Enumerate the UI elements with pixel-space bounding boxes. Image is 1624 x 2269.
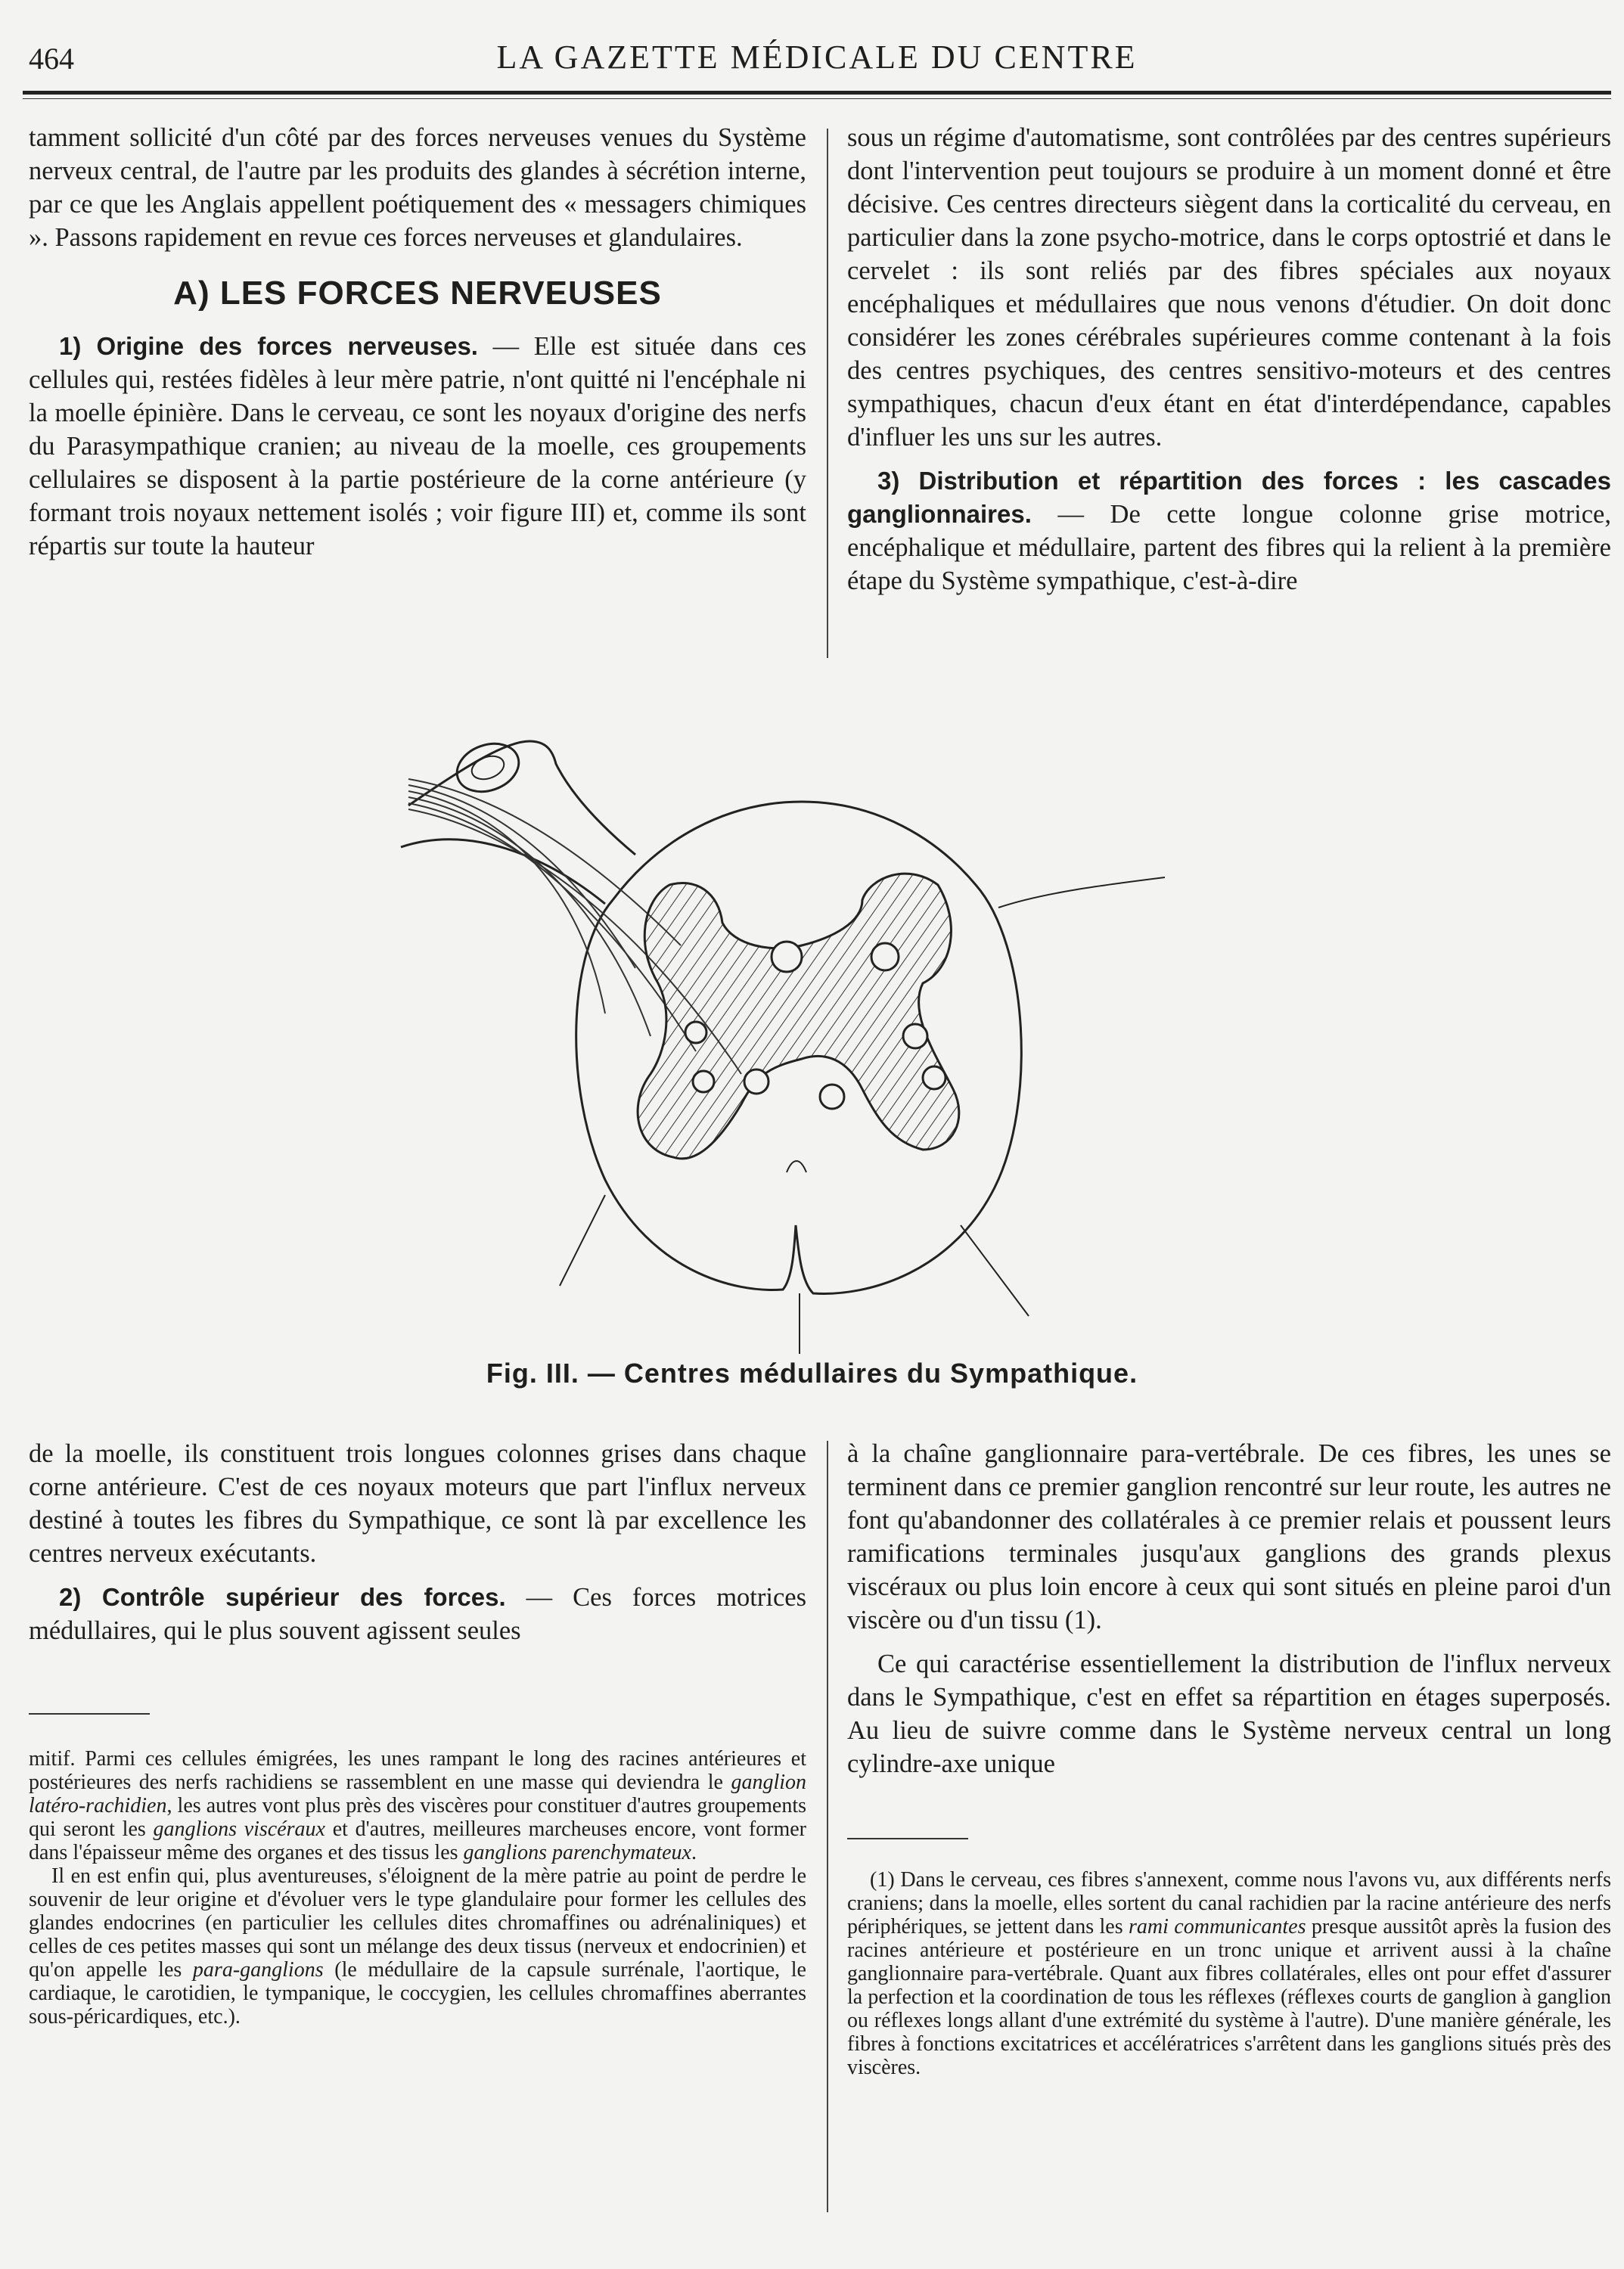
characteristic-paragraph: Ce qui caractérise essentiellement la distribution de l'influx nerveux dans le Sympathique, c'est en effet sa répartition en étages superposés. Au lieu de suivre comme dans le Système nerveux central un long cylindre-axe unique bbox=[847, 1650, 1611, 1778]
footnote-right bbox=[847, 1868, 1611, 2079]
origin-subtitle: 1) Origine des forces nerveuses. bbox=[59, 332, 478, 360]
figure-caption: Fig. III. — Centres médullaires du Sympathique. bbox=[486, 1358, 1138, 1389]
header-rule bbox=[23, 91, 1611, 95]
journal-title: LA GAZETTE MÉDICALE DU CENTRE bbox=[496, 39, 1138, 76]
control-subtitle: 2) Contrôle supérieur des forces. bbox=[59, 1583, 506, 1611]
column-separator-bottom bbox=[827, 1441, 828, 2212]
footnote-right-paragraph: (1) Dans le cerveau, ces fibres s'annexent, comme nous l'avons vu, aux différents nerfs craniens; dans la moelle, elles sortent du canal rachidien par la racine antérieure des nerfs périphériques, se jettent dans les rami communicantes presque aussitôt après la fusion des racines antérieure et postérieure en un tronc unique et arrivent aussi à la chaîne ganglionnaire para-vertébrale. Quant aux fibres collatérales, elles ont pour effet d'assurer la perfection et la coordination de tous les réflexes (réflexes courts de ganglion à ganglion ou réflexes longs allant d'une extrémité du système à l'autre). D'une manière générale, les fibres à fonctions excitatrices et accélératrices s'arrêtent dans les ganglions situés près des viscères. bbox=[847, 1868, 1611, 2079]
distribution-subtitle: 3) Distribution et répartition des forces : les cascades ganglionnaires. bbox=[847, 467, 1611, 528]
footnote-rule-right bbox=[847, 1838, 968, 1839]
header-rule-thin bbox=[23, 98, 1611, 99]
spinal-cord-figure bbox=[378, 696, 1210, 1361]
footnote-rule-left bbox=[29, 1713, 150, 1715]
page-header bbox=[23, 38, 1611, 83]
cord-columns-paragraph: de la moelle, ils constituent trois longues colonnes grises dans chaque corne antérieure. C'est de ces noyaux moteurs que part l'influx nerveux destiné à toutes les fibres du Sympathique, ce sont là par excellence les centres nerveux exécutants. bbox=[29, 1439, 806, 1568]
origin-paragraph bbox=[29, 330, 806, 563]
footnote-left-paragraph-1: mitif. Parmi ces cellules émigrées, les unes rampant le long des racines antérieures et postérieures des nerfs rachidiens se rassemblent en une masse qui deviendra le ganglion latéro-rachidien, les autres vont plus près des viscères pour constituer d'autres groupements qui seront les ganglions viscéraux et d'autres, meilleures marcheuses encore, vont former dans l'épaisseur même des organes et des tissus les ganglions parenchymateux. bbox=[29, 1747, 806, 1864]
footnote-left-paragraph-2: Il en est enfin qui, plus aventureuses, s'éloignent de la mère patrie au point de perdre le souvenir de leur origine et d'évoluer vers le type glandulaire pour former les cellules des glandes endocrines (en particulier les cellules dites chromaffines ou adrénaliniques) et celles de ces petites masses qui sont un mélange des deux tissus (nerveux et endocrinien) et qu'on appelle les para-ganglions (le médullaire de la capsule surrénale, l'aortique, le cardiaque, le carotidien, le tympanique, le coccygien, les cellules chromaffines aberrantes sous-péricardiques, etc.). bbox=[29, 1864, 806, 2028]
bottom-right-column bbox=[847, 1437, 1611, 1780]
origin-text: — Elle est située dans ces cellules qui, restées fidèles à leur mère patrie, n'ont quitté ni l'encéphale ni la moelle épinière. Dans le cerveau, ce sont les noyaux d'origine des nerfs du Parasympathique cranien; au niveau de la moelle, ces groupements cellulaires se disposent à la partie postérieure de la corne antérieure (y formant trois noyaux nettement isolés ; voir figure III) et, comme ils sont répartis sur toute la hauteur bbox=[29, 332, 806, 560]
top-right-column bbox=[847, 121, 1611, 598]
section-heading: A) LES FORCES NERVEUSES bbox=[173, 275, 662, 312]
bottom-left-column bbox=[29, 1437, 806, 1647]
control-text: — Ces forces motrices médullaires, qui le plus souvent agissent seules bbox=[29, 1583, 806, 1645]
distribution-text: — De cette longue colonne grise motrice, encéphalique et médullaire, partent des fibres qui la relient à la première étape du Système sympathique, c'est-à-dire bbox=[847, 500, 1611, 595]
distribution-paragraph bbox=[847, 464, 1611, 598]
control-continued-paragraph: sous un régime d'automatisme, sont contrôlées par des centres supérieurs dont l'intervention peut toujours se produire à un moment donné et être décisive. Ces centres directeurs siègent dans la corticalité du cerveau, en particulier dans la zone psycho-motrice, dans le corps optostrié et dans le cervelet : ils sont reliés par des fibres spéciales aux noyaux encéphaliques et médullaires que nous venons d'étudier. On doit donc considérer les zones cérébrales supérieures comme contenant à la fois des centres psychiques, des centres sensitivo-moteurs et des centres sympathiques, chacun d'eux étant en état d'interdépendance, capables d'influer les uns sur les autres. bbox=[847, 123, 1611, 452]
spinal-ganglion bbox=[450, 735, 525, 799]
top-left-column bbox=[29, 121, 806, 563]
column-separator-top bbox=[827, 129, 828, 658]
page-number: 464 bbox=[29, 42, 74, 76]
grey-matter bbox=[638, 874, 959, 1159]
control-paragraph bbox=[29, 1581, 806, 1647]
intro-paragraph: tamment sollicité d'un côté par des forces nerveuses venues du Système nerveux central, de l'autre par les produits des glandes à sécrétion interne, par ce que les Anglais appellent poétiquement des « messagers chimiques ». Passons rapidement en revue ces forces nerveuses et glandulaires. bbox=[29, 123, 806, 252]
footnote-left bbox=[29, 1747, 806, 2028]
fibers-paragraph: à la chaîne ganglionnaire para-vertébrale. De ces fibres, les unes se terminent dans ce premier ganglion rencontré sur leur route, les autres ne font qu'abandonner des collatérales à ce premier relais et poussent leurs ramifications terminales jusqu'aux ganglions des grands plexus viscéraux ou plus loin encore à ceux qui sont situés en pleine paroi d'un viscère ou d'un tissu (1). bbox=[847, 1439, 1611, 1634]
